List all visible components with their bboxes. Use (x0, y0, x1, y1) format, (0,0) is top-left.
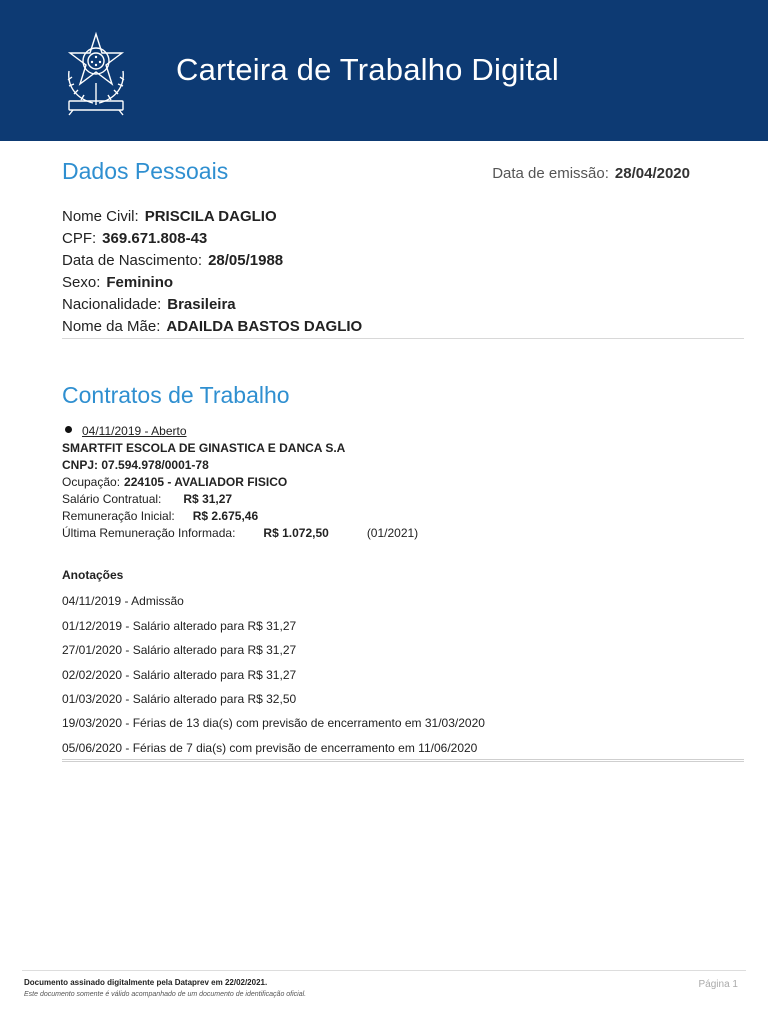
field-label: CPF: (62, 230, 97, 247)
salary-value: R$ 31,27 (183, 492, 233, 506)
emission-date (492, 165, 690, 182)
initial-remuneration-label: Remuneração Inicial: (62, 509, 175, 523)
occupation (62, 475, 287, 489)
footer-signature: Documento assinado digitalmente pela Dataprev em 22/02/2021. (24, 978, 268, 987)
last-remuneration-period: (01/2021) (366, 526, 419, 540)
field-label: Sexo: (62, 274, 101, 291)
occupation-label: Ocupação: (62, 475, 121, 489)
page-number: Página 1 (698, 979, 738, 990)
field-civil-name (62, 208, 277, 225)
company-name: SMARTFIT ESCOLA DE GINASTICA E DANCA S.A (62, 441, 346, 455)
page-title: Carteira de Trabalho Digital (176, 52, 559, 87)
footer-divider (22, 970, 746, 971)
footer-note: Este documento somente é válido acompanhado de um documento de identificação oficial. (24, 991, 307, 998)
field-label: Nacionalidade: (62, 296, 162, 313)
annotation-item: 05/06/2020 - Férias de 7 dia(s) com previsão de encerramento em 11/06/2020 (62, 741, 478, 755)
header-banner (0, 0, 768, 141)
occupation-value: 224105 - AVALIADOR FISICO (124, 475, 288, 489)
bullet-icon (65, 426, 72, 433)
field-label: Nome Civil: (62, 208, 139, 225)
section-divider (62, 338, 744, 339)
annotation-item: 01/03/2020 - Salário alterado para R$ 32,50 (62, 692, 297, 706)
field-label: Nome da Mãe: (62, 318, 161, 335)
annotation-item: 04/11/2019 - Admissão (62, 594, 184, 608)
initial-remuneration (62, 509, 258, 523)
field-nationality (62, 296, 236, 313)
contract-divider (62, 759, 744, 762)
personal-data-title: Dados Pessoais (62, 158, 229, 184)
emission-date-value: 28/04/2020 (614, 165, 690, 182)
contracts-title: Contratos de Trabalho (62, 382, 290, 408)
brazil-coat-of-arms-icon (63, 31, 129, 117)
initial-remuneration-value: R$ 2.675,46 (192, 509, 259, 523)
field-sex (62, 274, 173, 291)
field-value: PRISCILA DAGLIO (144, 208, 277, 225)
last-remuneration (62, 526, 418, 540)
salary-label: Salário Contratual: (62, 492, 162, 506)
field-value: ADAILDA BASTOS DAGLIO (166, 318, 363, 335)
field-cpf (62, 230, 207, 247)
annotation-item: 19/03/2020 - Férias de 13 dia(s) com previsão de encerramento em 31/03/2020 (62, 716, 485, 730)
annotation-item: 02/02/2020 - Salário alterado para R$ 31,27 (62, 668, 297, 682)
emission-date-label: Data de emissão: (492, 165, 609, 182)
last-remuneration-label: Última Remuneração Informada: (62, 526, 236, 540)
annotation-item: 27/01/2020 - Salário alterado para R$ 31,27 (62, 643, 297, 657)
annotations-title: Anotações (62, 568, 124, 582)
field-value: Feminino (106, 274, 174, 291)
last-remuneration-value: R$ 1.072,50 (263, 526, 329, 540)
field-birth-date (62, 252, 283, 269)
contract-salary (62, 492, 232, 506)
field-label: Data de Nascimento: (62, 252, 203, 269)
company-cnpj: CNPJ: 07.594.978/0001-78 (62, 458, 209, 472)
contract-status-link[interactable]: 04/11/2019 - Aberto (82, 424, 187, 438)
field-mother-name (62, 318, 362, 335)
annotation-item: 01/12/2019 - Salário alterado para R$ 31,27 (62, 619, 297, 633)
field-value: Brasileira (167, 296, 236, 313)
field-value: 28/05/1988 (208, 252, 284, 269)
field-value: 369.671.808-43 (102, 230, 208, 247)
